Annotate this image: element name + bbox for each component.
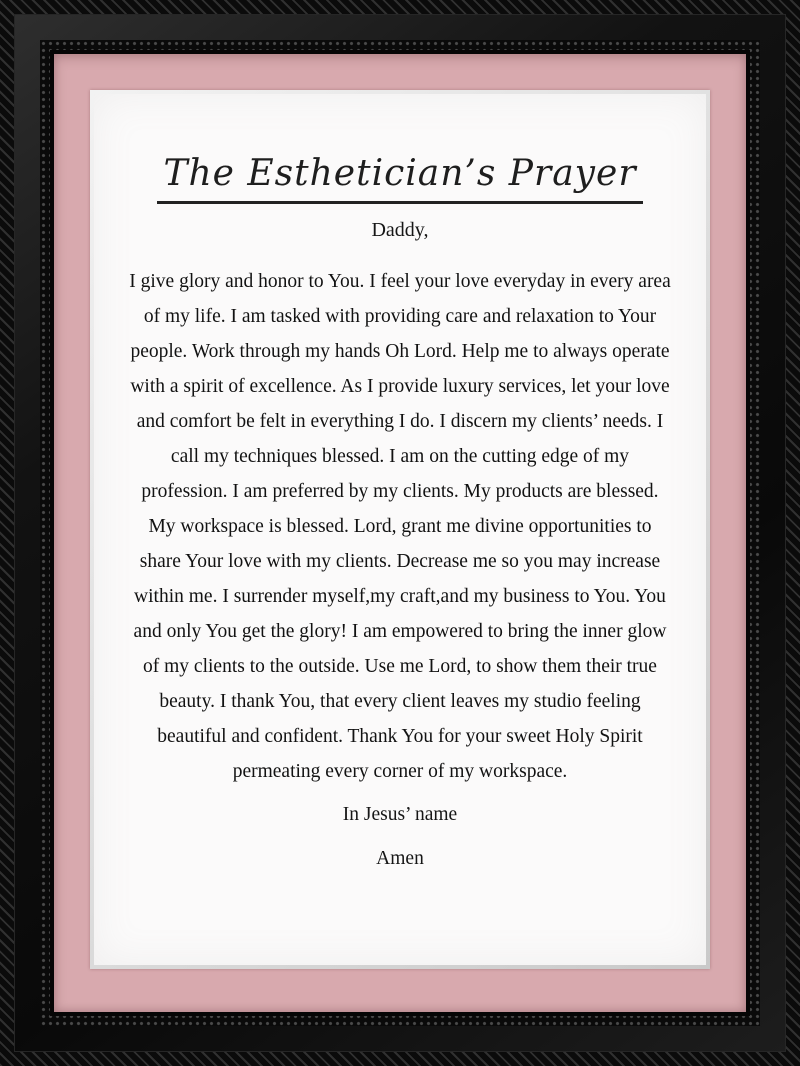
mat-board: [54, 54, 746, 1012]
prayer-line: of my clients to the outside. Use me Lord, to show them their true: [143, 656, 657, 678]
closing-in-jesus-name: In Jesus’ name: [342, 804, 458, 826]
closing-amen: Amen: [376, 848, 424, 870]
prayer-document: [94, 94, 706, 965]
prayer-line: within me. I surrender myself,my craft,and my business to You. You: [134, 586, 666, 608]
prayer-line: call my techniques blessed. I am on the cutting edge of my: [170, 446, 630, 468]
prayer-line: share Your love with my clients. Decrease me so you may increase: [139, 551, 661, 573]
prayer-line: profession. I am preferred by my clients. My products are blessed.: [141, 481, 659, 503]
prayer-line: and only You get the glory! I am empowered to bring the inner glow: [133, 621, 667, 643]
prayer-line: with a spirit of excellence. As I provide luxury services, let your love: [130, 376, 670, 398]
prayer-body: [94, 264, 706, 789]
prayer-title: The Esthetician’s Prayer: [157, 152, 642, 204]
prayer-line: permeating every corner of my workspace.: [232, 761, 568, 783]
prayer-line: beauty. I thank You, that every client leaves my studio feeling: [159, 691, 641, 713]
prayer-line: people. Work through my hands Oh Lord. Help me to always operate: [130, 341, 670, 363]
prayer-line: I give glory and honor to You. I feel your love everyday in every area: [129, 271, 671, 293]
picture-frame-beaded-edge: [40, 40, 760, 1026]
salutation: Daddy,: [371, 219, 429, 242]
prayer-line: beautiful and confident. Thank You for your sweet Holy Spirit: [157, 726, 643, 748]
prayer-line: My workspace is blessed. Lord, grant me divine opportunities to: [148, 516, 652, 538]
picture-frame-bevel: [14, 14, 786, 1052]
mat-bevel-cut: [90, 90, 710, 969]
prayer-line: and comfort be felt in everything I do. I discern my clients’ needs. I: [136, 411, 664, 433]
prayer-line: of my life. I am tasked with providing care and relaxation to Your: [143, 306, 657, 328]
picture-frame-inner-lip: [50, 50, 750, 1016]
